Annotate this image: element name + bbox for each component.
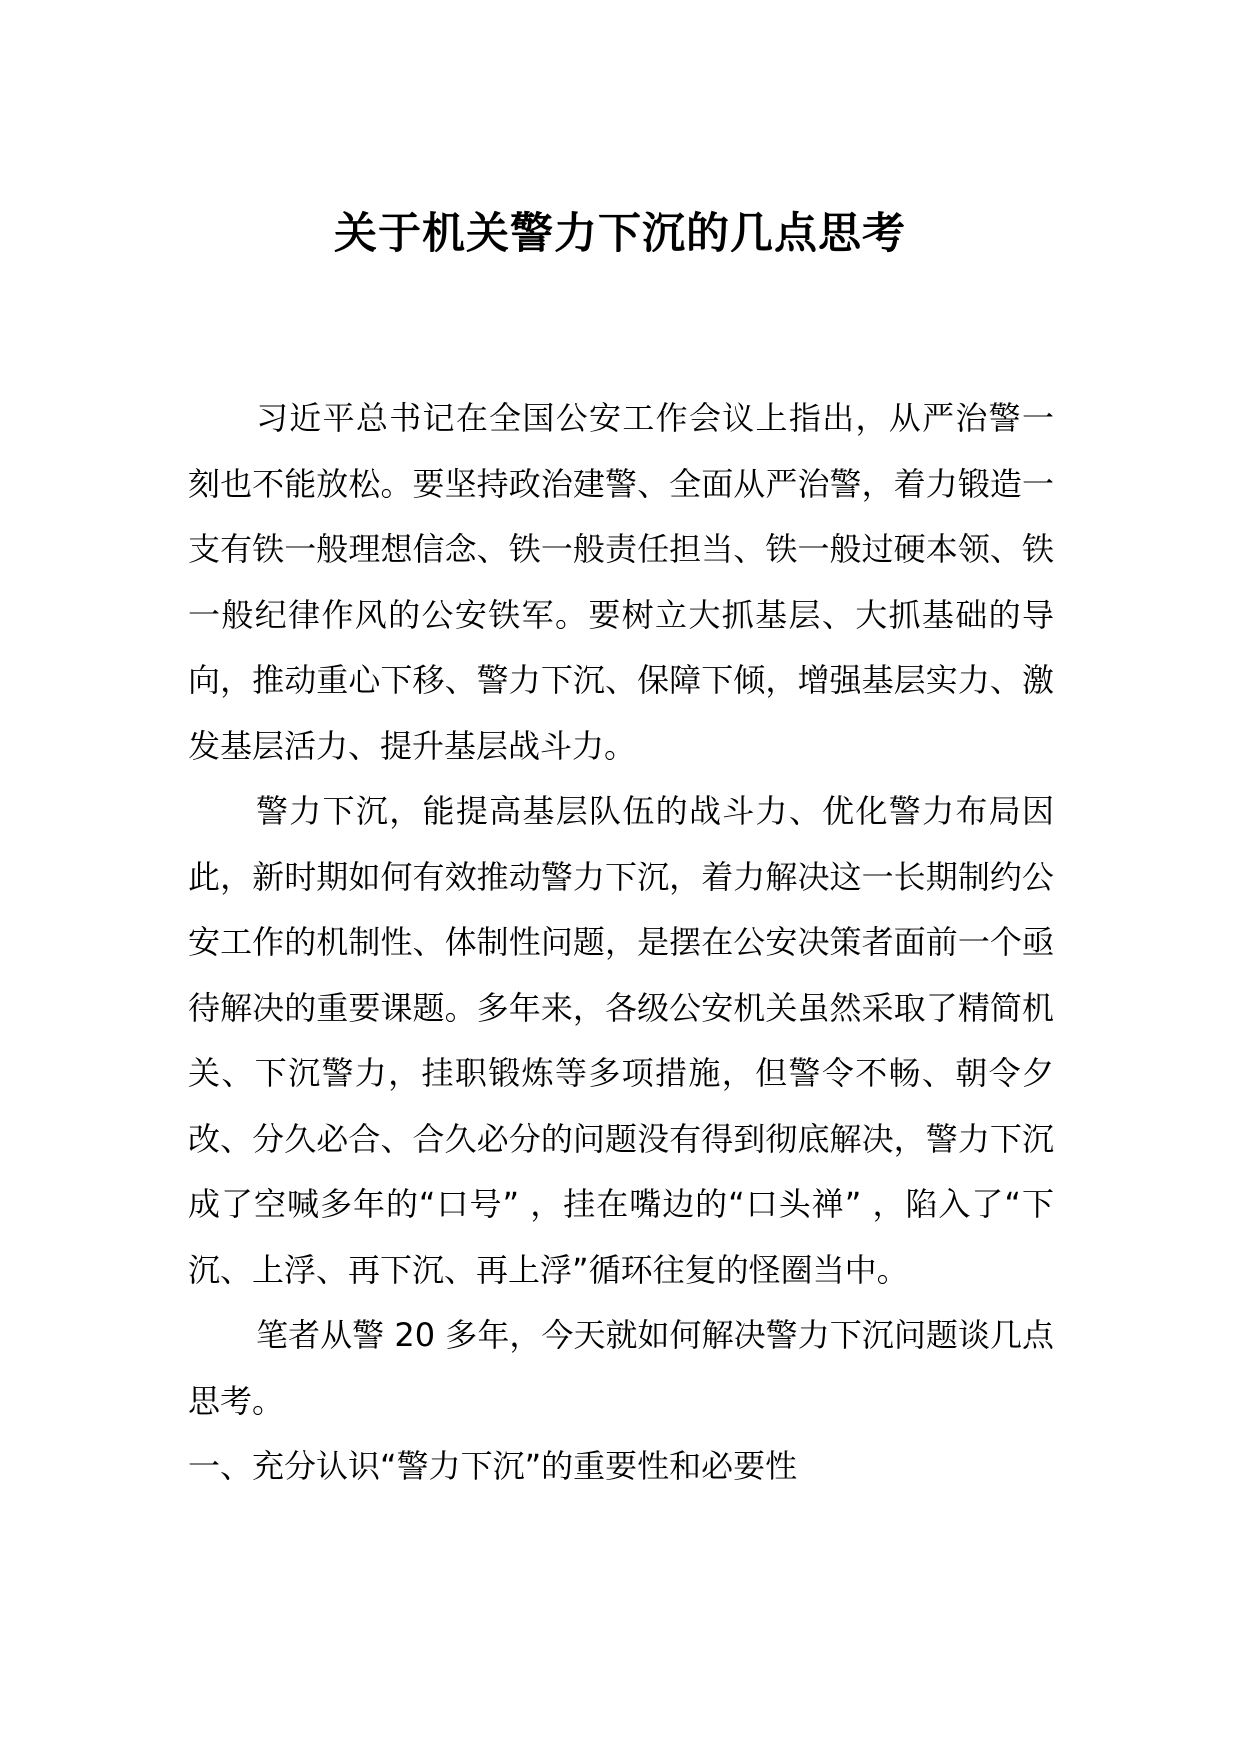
document-title: 关于机关警力下沉的几点思考 [334,209,906,259]
paragraph-1: 习近平总书记在全国公安工作会议上指出，从严治警一刻也不能放松。要坚持政治建警、全面从严治警，着力锻造一支有铁一般理想信念、铁一般责任担当、铁一般过硬本领、铁一般纪律作风的公安铁军。要树立大抓基层、大抓基础的导向，推动重心下移、警力下沉、保障下倾，增强基层实力、激发基层活力、提升基层战斗力。 [188,399,1054,765]
paragraph-3: 笔者从警 20 多年，今天就如何解决警力下沉问题谈几点思考。 [188,1316,1054,1420]
document-body [188,386,1054,1500]
section-heading-1: 一、充分认识“警力下沉”的重要性和必要性 [188,1447,798,1485]
paragraph-2: 警力下沉，能提高基层队伍的战斗力、优化警力布局因此，新时期如何有效推动警力下沉，着力解决这一长期制约公安工作的机制性、体制性问题，是摆在公安决策者面前一个亟待解决的重要课题。多年来，各级公安机关虽然采取了精简机关、下沉警力，挂职锻炼等多项措施，但警令不畅、朝令夕改、分久必合、合久必分的问题没有得到彻底解决，警力下沉成了空喊多年的“口号” ，挂在嘴边的“口头禅” ，陷入了“下沉、上浮、再下沉、再上浮”循环往复的怪圈当中。 [188,792,1054,1289]
